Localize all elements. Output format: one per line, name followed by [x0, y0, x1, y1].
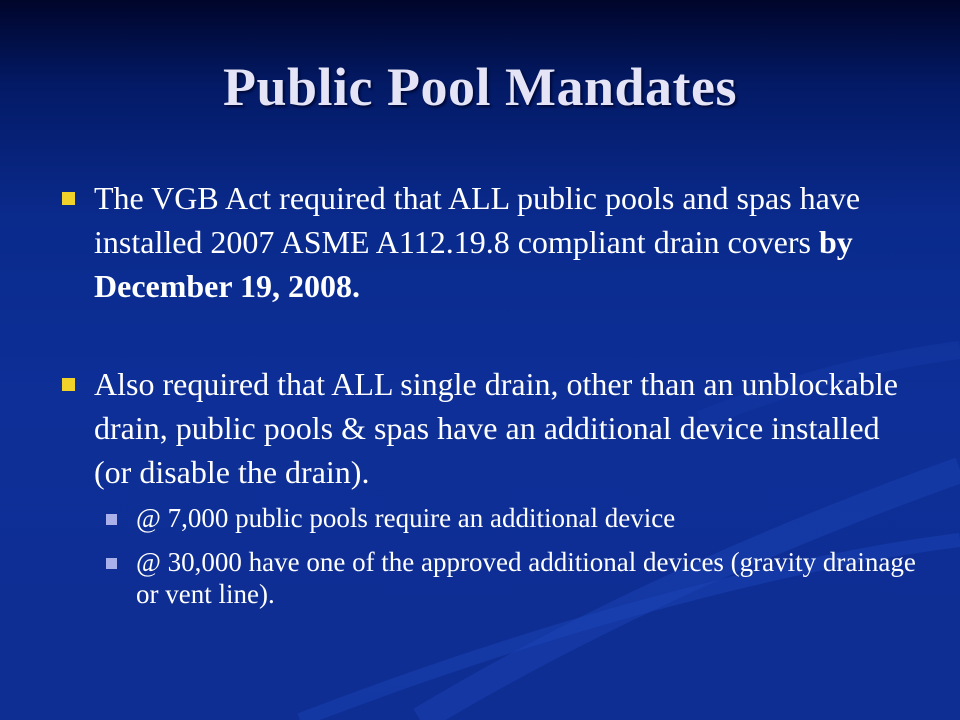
bullet-text: The VGB Act required that ALL public pools and spas have installed 2007 ASME A112.19.8 compliant drain covers	[94, 180, 861, 260]
square-bullet-icon	[62, 192, 75, 205]
bullet-item-vgb-act	[60, 176, 920, 308]
square-sub-bullet-icon	[106, 514, 117, 525]
slide-title: Public Pool Mandates	[222, 57, 737, 117]
bullet-bold-text: by December 19, 2008.	[94, 224, 853, 304]
bullet-text: Also required that ALL single drain, other than an unblockable drain, public pools & spas have an additional device installed (or disable the drain).	[94, 366, 898, 490]
sub-bullet-item	[106, 502, 920, 534]
square-sub-bullet-icon	[106, 558, 117, 569]
slide-content	[60, 176, 920, 610]
bullet-item-single-drain	[60, 362, 920, 494]
sub-bullet-text: @ 30,000 have one of the approved additional devices (gravity drainage or vent line).	[136, 547, 916, 609]
sub-bullet-item	[106, 546, 920, 610]
square-bullet-icon	[62, 378, 75, 391]
sub-bullet-text: @ 7,000 public pools require an additional device	[136, 503, 676, 533]
